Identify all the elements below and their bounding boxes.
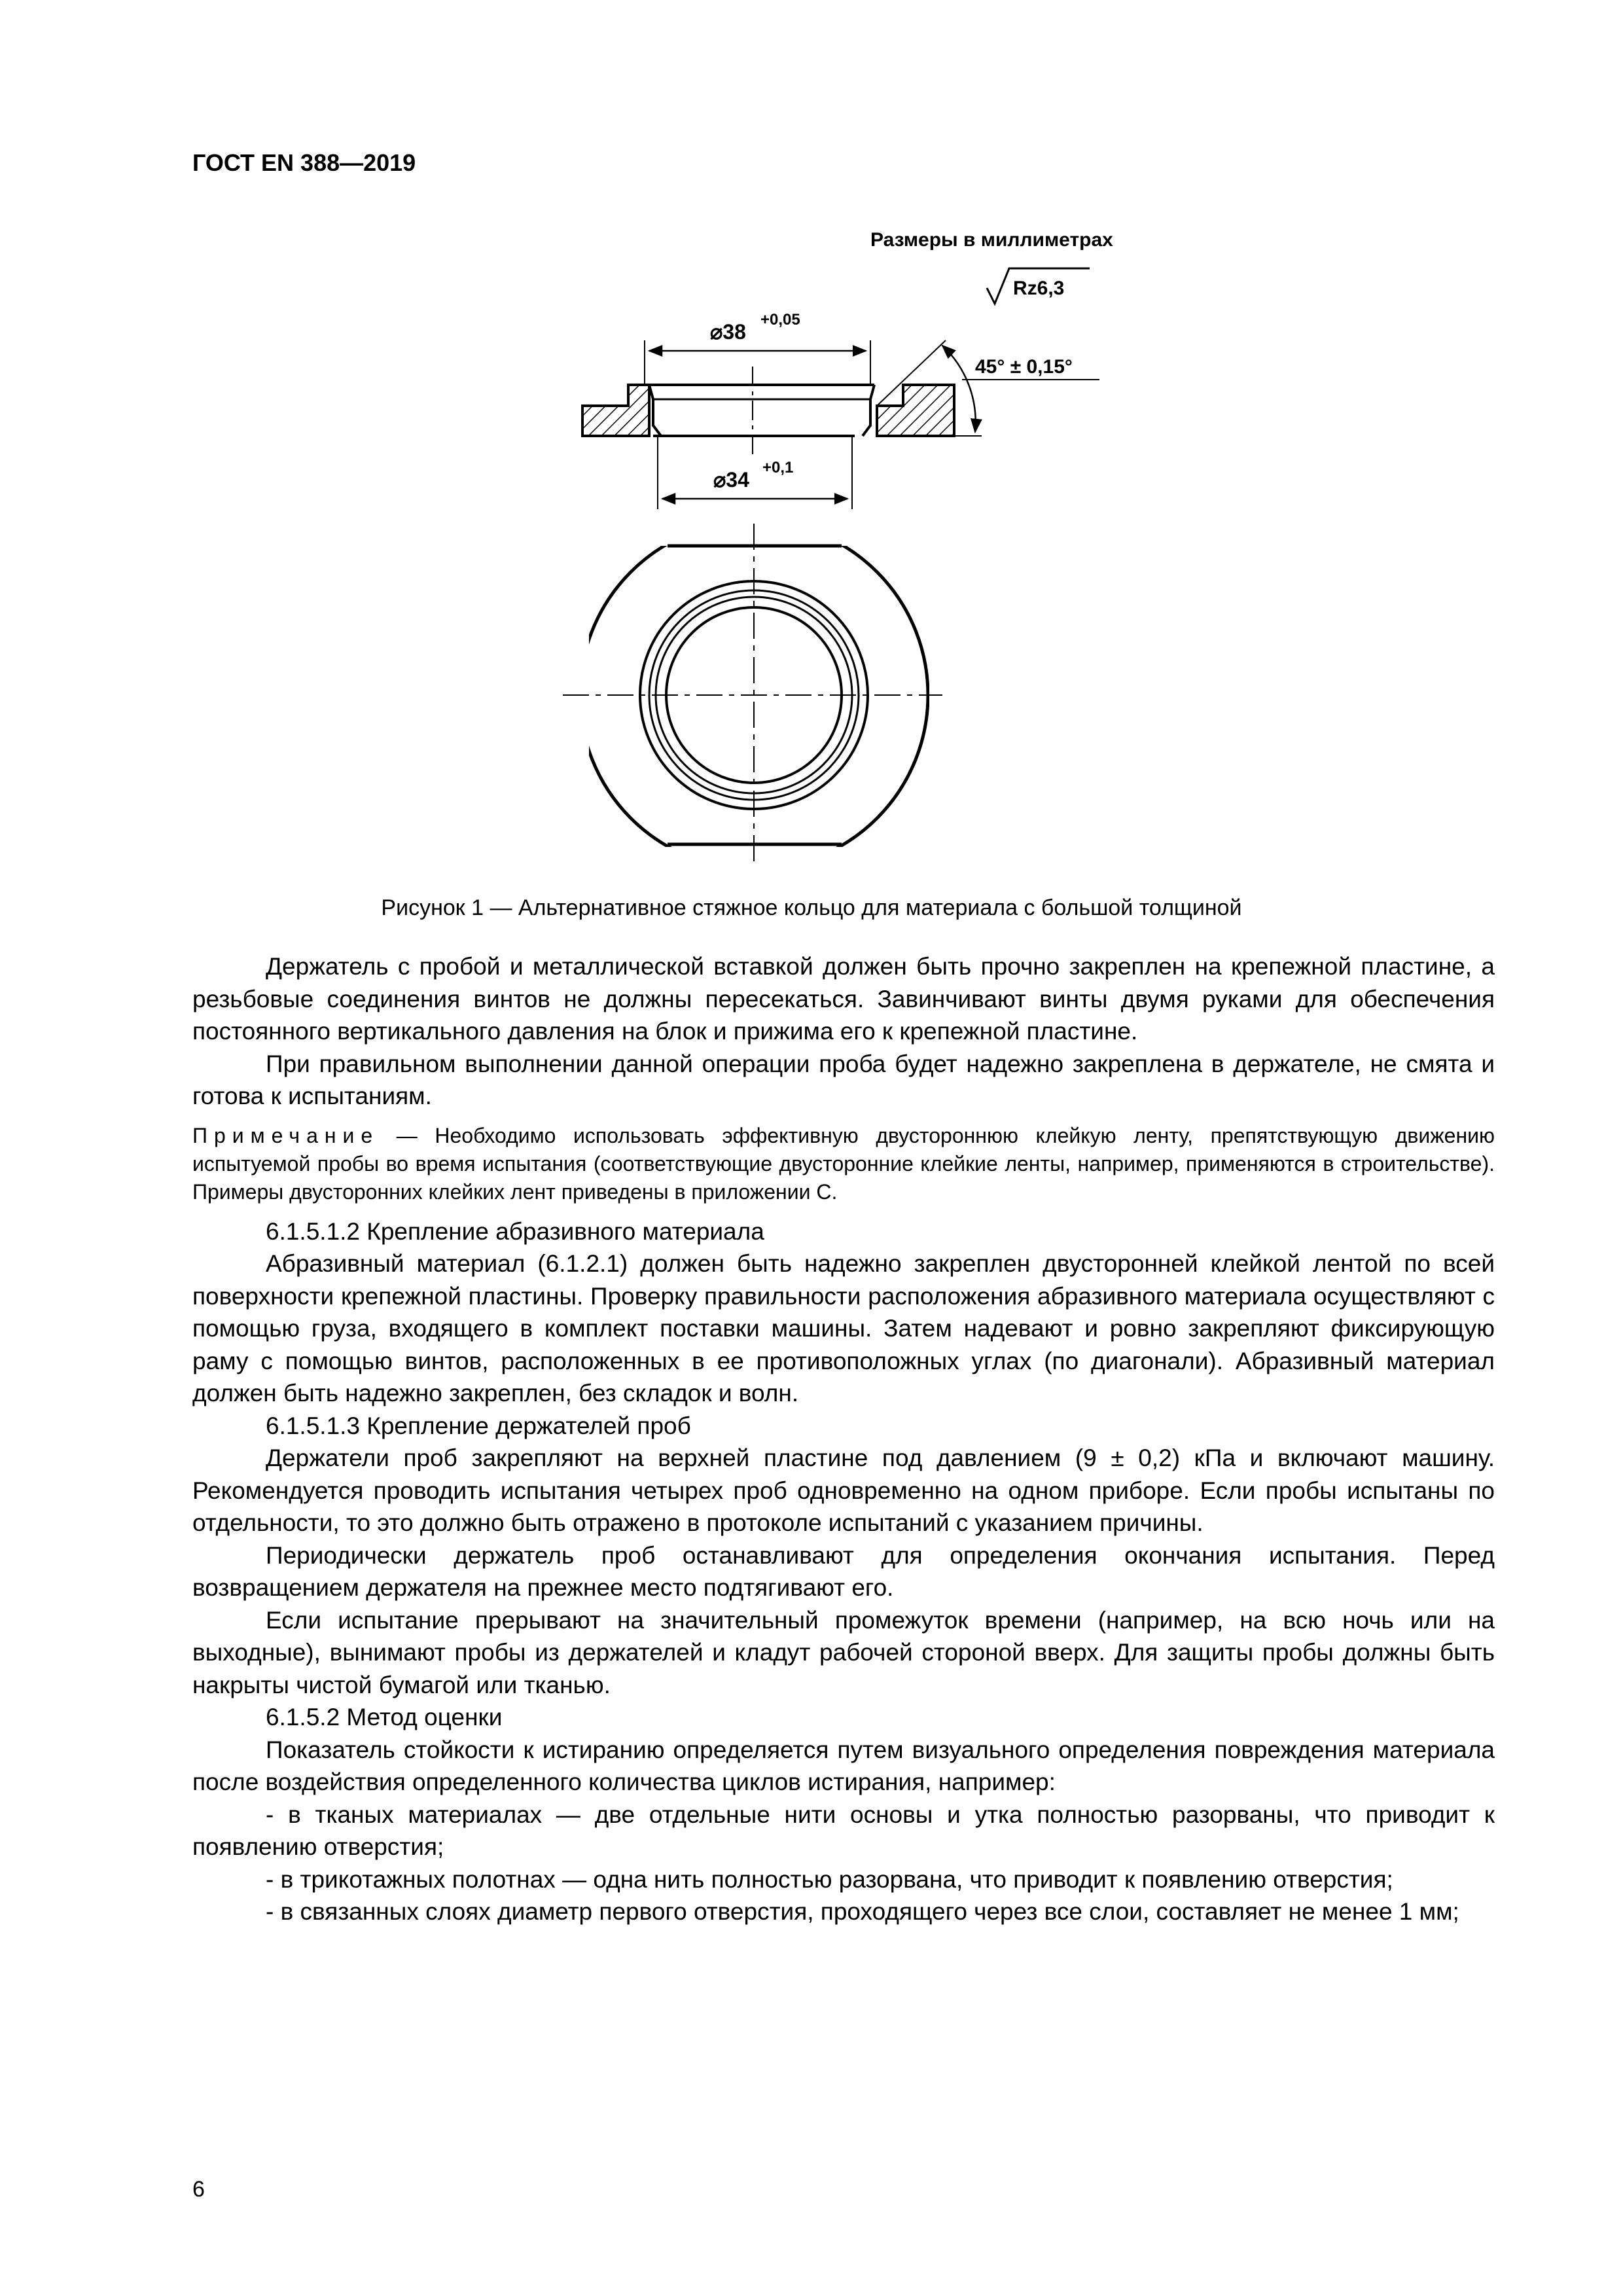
roughness-symbol	[987, 268, 1090, 304]
section-heading: 6.1.5.2 Метод оценки	[266, 1704, 503, 1731]
paragraph: При правильном выполнении данной операции проба будет надежно закреплена в держателе, не смята и готова к испытаниям.	[192, 1050, 1495, 1109]
list-item: - в связанных слоях диаметр первого отверстия, проходящего через все слои, составляет не менее 1 мм;	[266, 1898, 1459, 1925]
page-number: 6	[192, 2177, 205, 2202]
paragraph: Держатели проб закрепляют на верхней пластине под давлением (9 ± 0,2) кПа и включают машину. Рекомендуется проводить испытания четырех проб одновременно на одном приборе. Если пробы испытаны по отдельности, то это должно быть отражено в протоколе испытаний с указанием причины.	[192, 1444, 1495, 1536]
units-note: Размеры в миллиметрах	[870, 229, 1113, 251]
figure-caption: Рисунок 1 — Альтернативное стяжное кольцо для материала с большой толщиной	[381, 895, 1242, 920]
paragraph: Держатель с пробой и металлической вставкой должен быть прочно закреплен на крепежной пластине, а резьбовые соединения винтов не должны пересекаться. Завинчивают винты двумя руками для обеспечения постоянного вертикального давления на блок и прижима его к крепежной пластине.	[192, 953, 1495, 1045]
angle-label: 45° ± 0,15°	[975, 356, 1073, 378]
roughness-label: Rz6,3	[1013, 278, 1065, 299]
list-item: - в трикотажных полотнах — одна нить полностью разорвана, что приводит к появлению отверстия;	[266, 1865, 1393, 1893]
paragraph: Абразивный материал (6.1.2.1) должен быть надежно закреплен двусторонней клейкой лентой по всей поверхности крепежной пластины. Проверку правильности расположения абразивного материала осуществляют с помощью груза, входящего в комплект поставки машины. Затем надевают и ровно закрепляют фиксирующую раму с помощью винтов, расположенных в ее противоположных углах (по диагонали). Абразивный материал должен быть надежно закреплен, без складок и волн.	[192, 1250, 1495, 1407]
note-text: — Необходимо использовать эффективную двустороннюю клейкую ленту, препятствующую движению испытуемой пробы во время испытания (соответствующие двусторонние клейкие ленты, например, применяются в строительстве). Примеры двусторонних клейких лент приведены в приложении С.	[192, 1123, 1495, 1204]
list-item: - в тканых материалах — две отдельные нити основы и утка полностью разорваны, что приводит к появлению отверстия;	[192, 1801, 1495, 1860]
section-heading: 6.1.5.1.3 Крепление держателей проб	[266, 1412, 691, 1439]
paragraph: Периодически держатель проб останавливают для определения окончания испытания. Перед возвращением держателя на прежнее место подтягивают его.	[192, 1541, 1495, 1601]
document-header: ГОСТ EN 388—2019	[192, 149, 416, 176]
note	[192, 1122, 1495, 1206]
note-label: Примечание	[192, 1123, 380, 1147]
paragraph: Показатель стойкости к истиранию определяется путем визуального определения повреждения материала после воздействия определенного количества циклов истирания, например:	[192, 1736, 1495, 1795]
paragraph: Если испытание прерывают на значительный промежуток времени (например, на всю ночь или на выходные), вынимают пробы из держателей и кладут рабочей стороной вверх. Для защиты пробы должны быть накрыты чистой бумагой или тканью.	[192, 1606, 1495, 1698]
technical-drawing	[0, 0, 1623, 877]
body-text	[192, 950, 1495, 1928]
dim-inner-tolerance: +0,1	[762, 459, 794, 476]
section-heading: 6.1.5.1.2 Крепление абразивного материала	[266, 1217, 764, 1245]
plan-view	[563, 521, 942, 869]
dim-inner-diameter: ⌀34	[713, 468, 749, 492]
dim-outer-diameter: ⌀38	[710, 320, 746, 344]
dim-outer-tolerance: +0,05	[760, 311, 800, 329]
section-view	[582, 311, 1099, 509]
